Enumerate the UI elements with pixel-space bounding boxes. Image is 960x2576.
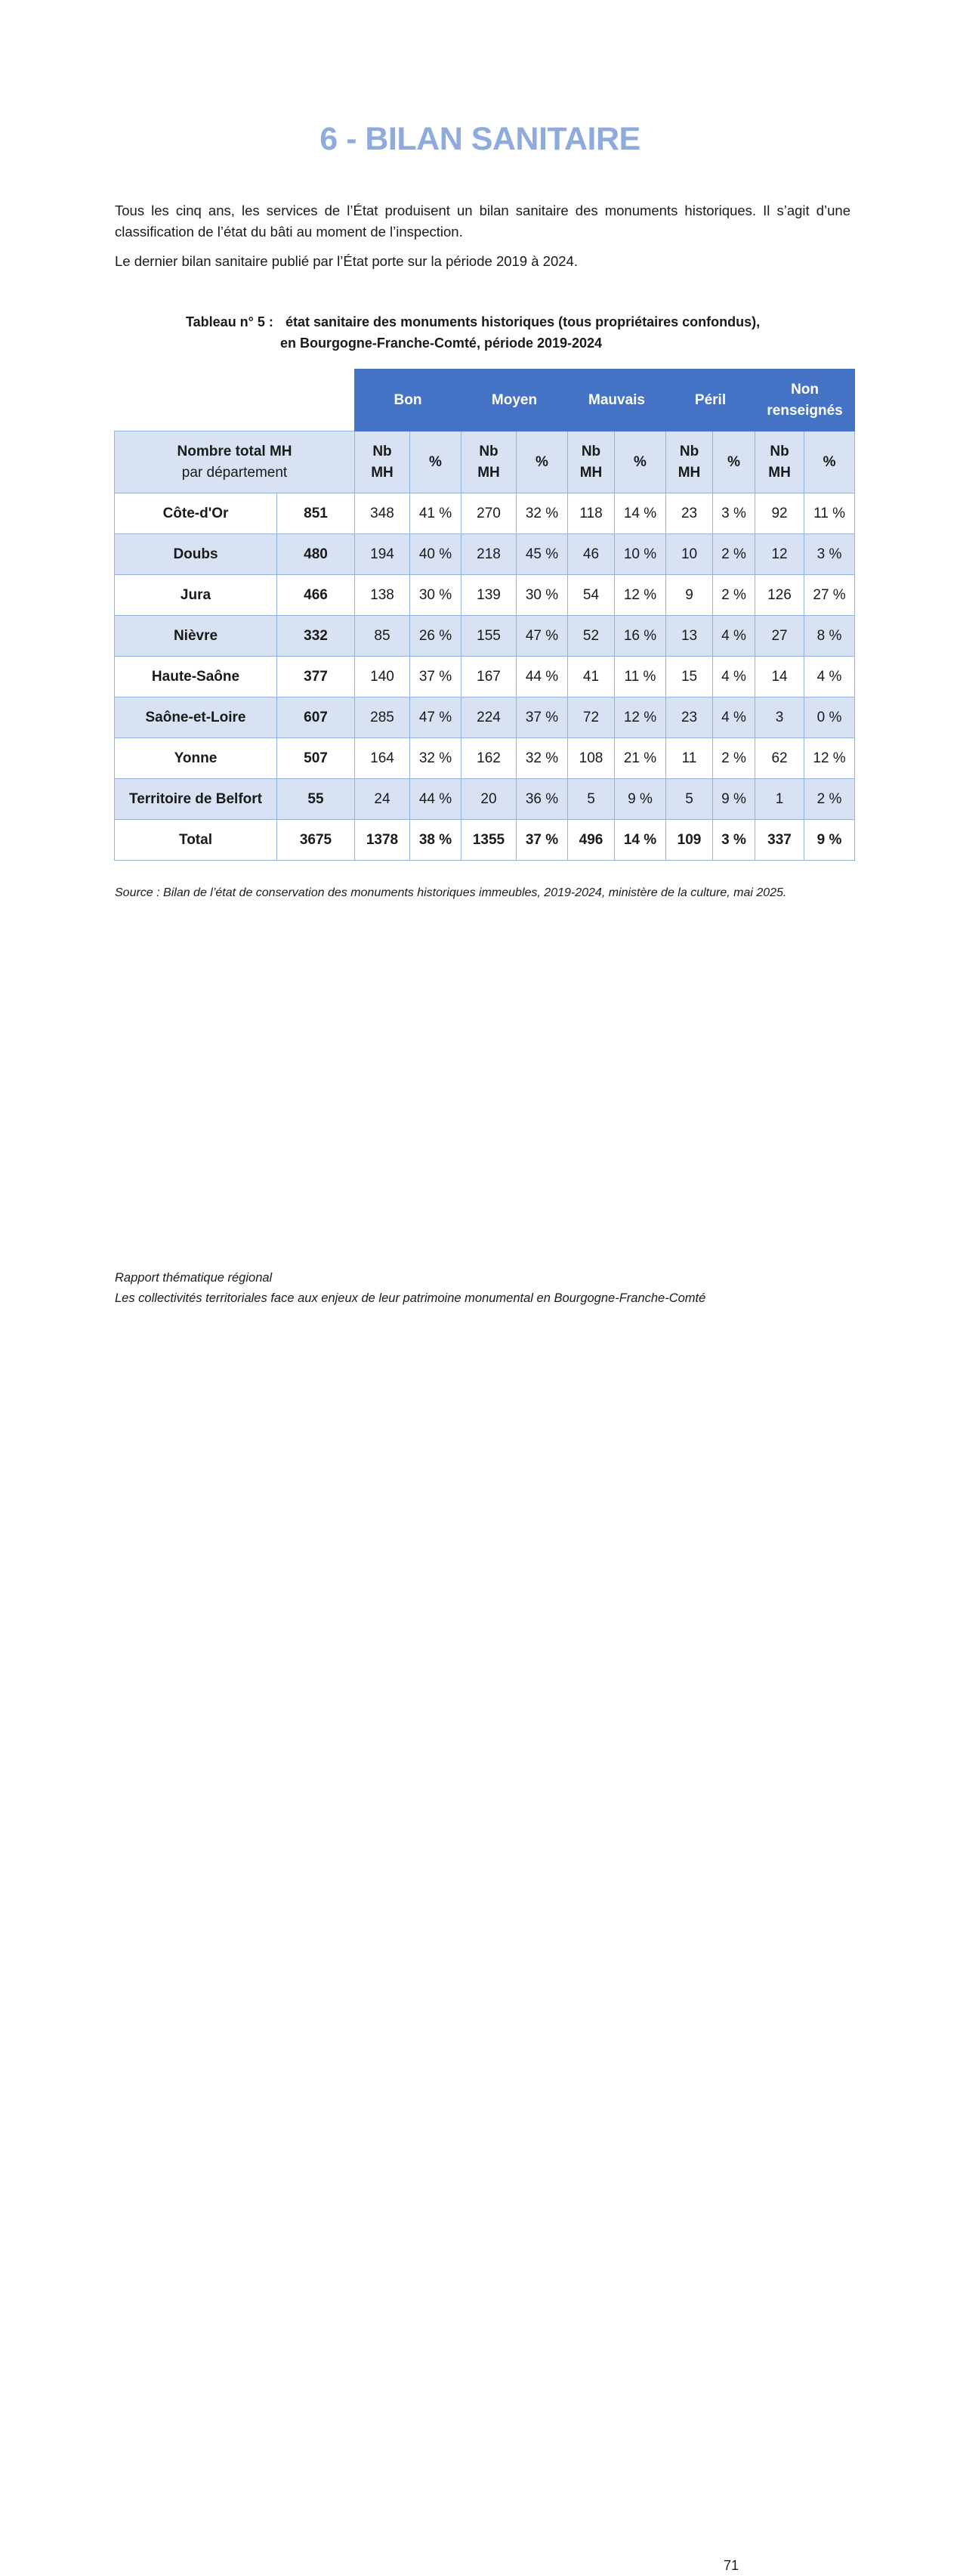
percent-cell: 32 % (517, 493, 568, 534)
percent-header: % (410, 431, 461, 493)
department-total: 480 (277, 534, 355, 575)
percent-cell: 9 % (615, 779, 666, 820)
percent-cell: 21 % (615, 738, 666, 779)
percent-cell: 2 % (713, 738, 755, 779)
percent-cell: 3 % (713, 493, 755, 534)
department-total: 377 (277, 657, 355, 697)
count-cell: 496 (568, 820, 615, 861)
caption-lead: Tableau n° 5 : (186, 314, 273, 329)
intro-text (115, 200, 850, 280)
department-name: Haute-Saône (115, 657, 277, 697)
percent-cell: 0 % (804, 697, 855, 738)
nb-mh-header: Nb MH (355, 431, 410, 493)
count-cell: 270 (461, 493, 517, 534)
percent-cell: 14 % (615, 493, 666, 534)
department-total: 3675 (277, 820, 355, 861)
total-row (115, 820, 855, 861)
percent-cell: 44 % (410, 779, 461, 820)
percent-cell: 11 % (804, 493, 855, 534)
count-cell: 23 (666, 697, 713, 738)
nb-mh-header: Nb MH (568, 431, 615, 493)
header-blank (115, 370, 355, 431)
percent-cell: 40 % (410, 534, 461, 575)
percent-cell: 38 % (410, 820, 461, 861)
percent-cell: 30 % (410, 575, 461, 616)
percent-cell: 36 % (517, 779, 568, 820)
count-cell: 139 (461, 575, 517, 616)
count-cell: 52 (568, 616, 615, 657)
nb-mh-header: Nb MH (666, 431, 713, 493)
count-cell: 11 (666, 738, 713, 779)
table-caption (115, 311, 850, 354)
department-name: Doubs (115, 534, 277, 575)
intro-paragraph: Tous les cinq ans, les services de l’État produisent un bilan sanitaire des monuments historiques. Il s’agit d’une classification de l’état du bâti au moment de l’inspection. (115, 203, 850, 240)
count-cell: 14 (755, 657, 804, 697)
count-cell: 5 (666, 779, 713, 820)
table-row (115, 697, 855, 738)
count-cell: 54 (568, 575, 615, 616)
footer-line-1: Rapport thématique régional (115, 1271, 273, 1285)
category-header: Moyen (461, 370, 568, 431)
count-cell: 41 (568, 657, 615, 697)
count-cell: 108 (568, 738, 615, 779)
nb-mh-header: Nb MH (755, 431, 804, 493)
percent-cell: 9 % (804, 820, 855, 861)
total-mh-header: Nombre total MH par département (115, 431, 355, 493)
count-cell: 46 (568, 534, 615, 575)
percent-cell: 27 % (804, 575, 855, 616)
count-cell: 72 (568, 697, 615, 738)
caption-line-1: état sanitaire des monuments historiques (tous propriétaires confondus), (286, 314, 761, 329)
percent-cell: 4 % (713, 697, 755, 738)
percent-cell: 14 % (615, 820, 666, 861)
count-cell: 85 (355, 616, 410, 657)
count-cell: 9 (666, 575, 713, 616)
percent-cell: 37 % (410, 657, 461, 697)
department-name: Saône-et-Loire (115, 697, 277, 738)
percent-cell: 3 % (713, 820, 755, 861)
count-cell: 337 (755, 820, 804, 861)
count-cell: 12 (755, 534, 804, 575)
percent-cell: 47 % (410, 697, 461, 738)
category-header: Mauvais (568, 370, 666, 431)
percent-cell: 10 % (615, 534, 666, 575)
percent-header: % (804, 431, 855, 493)
department-total: 851 (277, 493, 355, 534)
count-cell: 109 (666, 820, 713, 861)
percent-cell: 3 % (804, 534, 855, 575)
page-number: 71 (723, 2558, 739, 2573)
count-cell: 1355 (461, 820, 517, 861)
count-cell: 13 (666, 616, 713, 657)
table-body (115, 493, 855, 861)
count-cell: 92 (755, 493, 804, 534)
count-cell: 164 (355, 738, 410, 779)
count-cell: 138 (355, 575, 410, 616)
category-header: Péril (666, 370, 755, 431)
count-cell: 224 (461, 697, 517, 738)
count-cell: 218 (461, 534, 517, 575)
count-cell: 62 (755, 738, 804, 779)
department-total: 55 (277, 779, 355, 820)
department-name: Jura (115, 575, 277, 616)
count-cell: 126 (755, 575, 804, 616)
footer-line-2: Les collectivités territoriales face aux enjeux de leur patrimoine monumental en Bourgogne-Franche-Comté (115, 1291, 706, 1305)
count-cell: 118 (568, 493, 615, 534)
count-cell: 194 (355, 534, 410, 575)
count-cell: 15 (666, 657, 713, 697)
percent-cell: 37 % (517, 697, 568, 738)
table-row (115, 534, 855, 575)
count-cell: 162 (461, 738, 517, 779)
percent-cell: 45 % (517, 534, 568, 575)
percent-cell: 26 % (410, 616, 461, 657)
department-name: Yonne (115, 738, 277, 779)
percent-cell: 2 % (804, 779, 855, 820)
count-cell: 155 (461, 616, 517, 657)
count-cell: 348 (355, 493, 410, 534)
count-cell: 3 (755, 697, 804, 738)
department-name: Côte-d'Or (115, 493, 277, 534)
count-cell: 1 (755, 779, 804, 820)
percent-cell: 12 % (615, 697, 666, 738)
table-row (115, 575, 855, 616)
count-cell: 167 (461, 657, 517, 697)
count-cell: 20 (461, 779, 517, 820)
department-total: 607 (277, 697, 355, 738)
count-cell: 10 (666, 534, 713, 575)
percent-header: % (615, 431, 666, 493)
percent-cell: 4 % (713, 657, 755, 697)
department-name: Total (115, 820, 277, 861)
department-name: Nièvre (115, 616, 277, 657)
percent-cell: 12 % (615, 575, 666, 616)
percent-cell: 41 % (410, 493, 461, 534)
table-row (115, 493, 855, 534)
department-total: 466 (277, 575, 355, 616)
percent-cell: 30 % (517, 575, 568, 616)
intro-paragraph: Le dernier bilan sanitaire publié par l’État porte sur la période 2019 à 2024. (115, 253, 578, 269)
page-footer (115, 1268, 850, 2573)
page-title: 6 - BILAN SANITAIRE (319, 121, 641, 157)
sanitary-status-table (114, 369, 855, 861)
count-cell: 285 (355, 697, 410, 738)
percent-cell: 16 % (615, 616, 666, 657)
caption-line-2: en Bourgogne-Franche-Comté, période 2019-2024 (279, 336, 603, 351)
category-header-row (115, 370, 855, 431)
percent-header: % (713, 431, 755, 493)
percent-cell: 32 % (517, 738, 568, 779)
department-total: 332 (277, 616, 355, 657)
percent-cell: 12 % (804, 738, 855, 779)
department-total: 507 (277, 738, 355, 779)
category-header: Bon (355, 370, 461, 431)
table-row (115, 738, 855, 779)
count-cell: 1378 (355, 820, 410, 861)
percent-cell: 11 % (615, 657, 666, 697)
nb-mh-header: Nb MH (461, 431, 517, 493)
table-row (115, 657, 855, 697)
department-name: Territoire de Belfort (115, 779, 277, 820)
table-row (115, 616, 855, 657)
percent-cell: 4 % (804, 657, 855, 697)
count-cell: 140 (355, 657, 410, 697)
table-row (115, 779, 855, 820)
percent-cell: 32 % (410, 738, 461, 779)
source-note: Source : Bilan de l’état de conservation des monuments historiques immeubles, 2019-2024, ministère de la culture, mai 2025. (115, 886, 787, 899)
percent-cell: 9 % (713, 779, 755, 820)
percent-cell: 8 % (804, 616, 855, 657)
category-header: Non renseignés (755, 370, 855, 431)
count-cell: 27 (755, 616, 804, 657)
percent-cell: 47 % (517, 616, 568, 657)
percent-cell: 44 % (517, 657, 568, 697)
percent-header: % (517, 431, 568, 493)
count-cell: 23 (666, 493, 713, 534)
percent-cell: 2 % (713, 575, 755, 616)
percent-cell: 2 % (713, 534, 755, 575)
percent-cell: 4 % (713, 616, 755, 657)
percent-cell: 37 % (517, 820, 568, 861)
count-cell: 5 (568, 779, 615, 820)
count-cell: 24 (355, 779, 410, 820)
sub-header-row (115, 431, 855, 493)
